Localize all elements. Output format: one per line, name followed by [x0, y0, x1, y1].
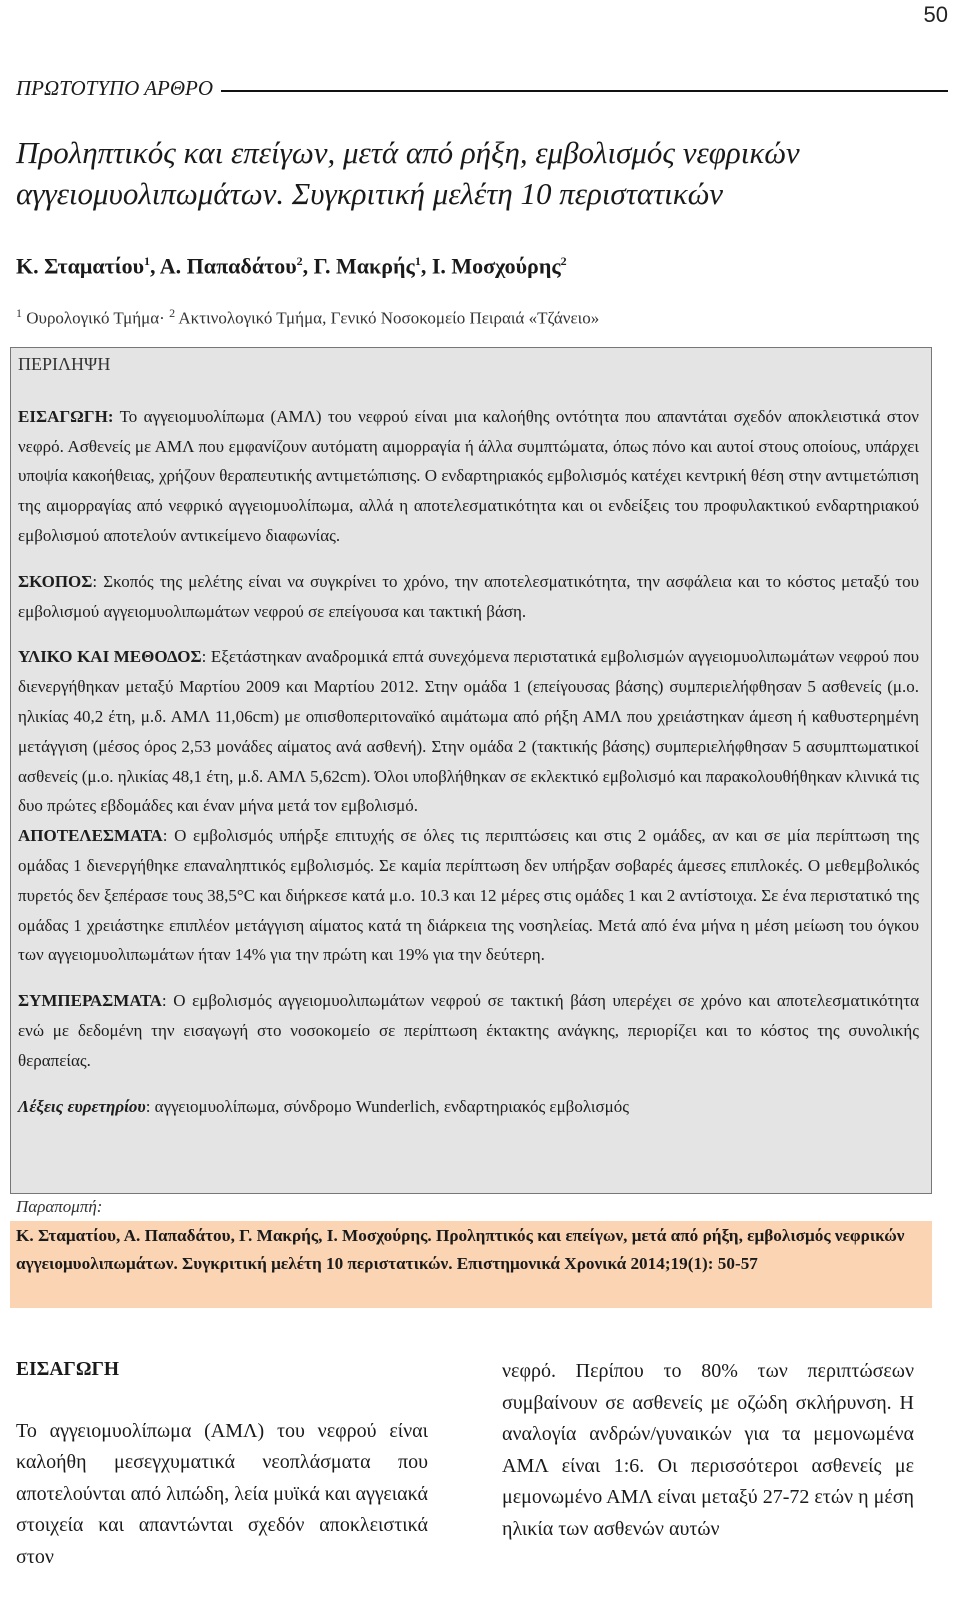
title-line-2: αγγειομυολιπωμάτων. Συγκριτική μελέτη 10 περιστατικών: [16, 176, 724, 211]
author: Γ. Μακρής: [313, 253, 415, 279]
body-column-right: [502, 1356, 914, 1545]
results-label: ΑΠΟΤΕΛΕΣΜΑΤΑ: [18, 826, 163, 846]
article-type-text: ΠΡΩΤΟΤΥΠΟ ΑΡΘΡΟ: [16, 76, 214, 100]
keywords-label: Λέξεις ευρετηρίου: [18, 1096, 146, 1116]
results-text: : Ο εμβολισμός υπήρξε επιτυχής σε όλες τις περιπτώσεις και στις 2 ομάδες, αν και σε μία περίπτωση της ομάδας 1 διενεργήθηκε επαναληπτικός εμβολισμός. Σε καμία περίπτωση δεν υπήρξαν σοβαρές άμεσες επιπλοκές. Ο μεθεμβολικός πυρετός δεν ξεπέρασε τους 38,5°C και διήρκεσε κατά μ.ο. 10.3 και 12 μέρες στις ομάδες 1 και 2 αντίστοιχα. Σε ένα περιστατικό της ομάδας 1 χρειάστηκε επιπλέον μετάγγιση αίματος κατά τη διάρκεια της νοσηλείας. Μετά από ένα μήνα η μέση μείωση του όγκου των αγγειομυολιπωμάτων ήταν 14% για την πρώτη και 19% για την δεύτερη.: [18, 826, 919, 965]
methods-label: ΥΛΙΚΟ ΚΑΙ ΜΕΘΟΔΟΣ: [18, 647, 202, 667]
citation-text: Κ. Σταματίου, Α. Παπαδάτου, Γ. Μακρής, Ι. Μοσχούρης. Προληπτικός και επείγων, μετά από ρήξη, εμβολισμός νεφρικών αγγειομυολιπωμάτων. Συγκριτική μελέτη 10 περιστατικών. Επιστημονικά Χρονικά 2014;19(1): 50-57: [16, 1226, 905, 1273]
affiliation-mark: 2: [169, 306, 176, 320]
body-column-left: [16, 1354, 428, 1573]
conclusions-text: : Ο εμβολισμός αγγειομυολιπωμάτων νεφρού σε τακτική βάση υπερέχει σε χρόνο και αποτελεσματικότητα ενώ με δεδομένη την εισαγωγή στο νοσοκομείο σε περίπτωση έκτακτης ανάγκης, περιορίζει και το κόστος της συνολικής θεραπείας.: [18, 991, 919, 1070]
article-type-label: [16, 76, 948, 101]
abstract-aim: [18, 567, 919, 627]
methods-text: : Εξετάστηκαν αναδρομικά επτά συνεχόμενα περιστατικά εμβολισμών αγγειομυολιπωμάτων νεφρού που διενεργήθηκαν μεταξύ Μαρτίου 2009 και Μαρτίου 2012. Στην ομάδα 1 (επείγουσας βάσης) συμπεριελήφθησαν 5 ασθενείς (μ.ο. ηλικίας 40,2 έτη, μ.δ. ΑΜΛ 11,06cm) με οπισθοπεριτοναϊκό αιμάτωμα από ρήξη ΑΜΛ που χρειάστηκαν άμεση ή καθυστερημένη μετάγγιση (μέσος όρος 2,53 μονάδες αίματος ανά ασθενή). Στην ομάδα 2 (τακτικής βάσης) συμπεριελήφθησαν 5 ασυμπτωματικοί ασθενείς (μ.ο. ηλικίας 48,1 έτη, μ.δ. ΑΜΛ 5,62cm). Όλοι υποβλήθηκαν σε εκλεκτικό εμβολισμό και παρακολουθήθηκαν κλινικά τις δυο πρώτες εβδομάδες και έναν μήνα μετά τον εμβολισμό.: [18, 647, 920, 816]
body-paragraph: νεφρό. Περίπου το 80% των περιπτώσεων συμβαίνουν σε ασθενείς με οζώδη σκλήρυνση. Η αναλογία ανδρών/γυναικών για τα μεμονωμένα ΑΜΛ είναι 1:6. Οι περισσότεροι ασθενείς με μεμονωμένο ΑΜΛ είναι μεταξύ 27-72 ετών η μέση ηλικία των ασθενών αυτών: [502, 1360, 914, 1540]
abstract-introduction: [18, 402, 919, 551]
affiliations: $^1$ Ουρολογικό Τμήμα· $^2$ Ακτινολογικό Τμήμα, Γενικό Νοσοκομείο Πειραιά «Τζάνειο»: [16, 306, 600, 328]
introduction-heading: ΕΙΣΑΓΩΓΗ: [16, 1359, 120, 1380]
body-paragraph: Το αγγειομυολίπωμα (ΑΜΛ) του νεφρού είναι καλοήθη μεσεγχυματικά νεοπλάσματα που αποτελούνται από λιπώδη, λεία μυϊκά και αγγειακά στοιχεία και απαντώνται σχεδόν αποκλειστικά στον: [16, 1419, 428, 1568]
author: Α. Παπαδάτου: [159, 253, 297, 279]
affiliation-mark: 1: [16, 306, 22, 320]
header-rule: [221, 90, 948, 92]
keywords-text: : αγγειομυολίπωμα, σύνδρομο Wunderlich, ενδαρτηριακός εμβολισμός: [145, 1096, 629, 1116]
author-affiliation-mark: 1: [414, 254, 421, 268]
author-list: Κ. Σταματίου$^1$, Α. Παπαδάτου$^2$, Γ. Μακρής$^1$, Ι. Μοσχούρης$^2$: [16, 253, 567, 279]
page-number: 50: [923, 2, 948, 27]
introduction-text: Το αγγειομυολίπωμα (ΑΜΛ) του νεφρού είναι μια καλοήθης οντότητα που απαντάται σχεδόν αποκλειστικά στον νεφρό. Ασθενείς με ΑΜΛ που εμφανίζουν αυτόματη αιμορραγία ή άλλα συμπτώματα, όπως πόνο και αυτοί στους οποίους, υπάρχει υποψία κακοήθειας, χρήζουν θεραπευτικής αντιμετώπισης. Ο ενδαρτηριακός εμβολισμός κατέχει κεντρική θέση στην αντιμετώπιση της αιμορραγίας από νεφρικό αγγειομυολίπωμα, αλλά η αποτελεσματικότητα και οι ενδείξεις του προφυλακτικού ενδαρτηριακού εμβολισμού αποτελούν αντικείμενο διαφωνίας.: [18, 406, 919, 545]
introduction-label: ΕΙΣΑΓΩΓΗ:: [18, 406, 114, 426]
author: Κ. Σταματίου: [16, 253, 144, 279]
abstract-results: [18, 821, 919, 970]
abstract-heading: ΠΕΡΙΛΗΨΗ: [18, 354, 111, 374]
abstract-methods: [18, 642, 919, 821]
conclusions-label: ΣΥΜΠΕΡΑΣΜΑΤΑ: [18, 991, 162, 1011]
article-title: [16, 132, 936, 214]
aim-text: : Σκοπός της μελέτης είναι να συγκρίνει το χρόνο, την αποτελεσματικότητα, την ασφάλεια και το κόστος μεταξύ του εμβολισμού αγγειομυολιπωμάτων νεφρού σε επείγουσα και τακτική βάση.: [18, 571, 919, 621]
aim-label: ΣΚΟΠΟΣ: [18, 571, 93, 591]
abstract-conclusions: [18, 986, 919, 1075]
citation-box: [10, 1221, 932, 1308]
affiliation-2: Ακτινολογικό Τμήμα, Γενικό Νοσοκομείο Πειραιά «Τζάνειο»: [178, 308, 600, 328]
title-line-1: Προληπτικός και επείγων, μετά από ρήξη, εμβολισμός νεφρικών: [16, 135, 800, 170]
author-affiliation-mark: 1: [144, 254, 150, 268]
abstract-box: [10, 347, 932, 1194]
affiliation-1: Ουρολογικό Τμήμα: [26, 308, 160, 328]
abstract-keywords: [18, 1092, 919, 1122]
author-affiliation-mark: 2: [296, 254, 303, 268]
author-affiliation-mark: 2: [560, 254, 567, 268]
citation-label: Παραπομπή:: [16, 1197, 103, 1216]
author: Ι. Μοσχούρης: [431, 253, 561, 279]
